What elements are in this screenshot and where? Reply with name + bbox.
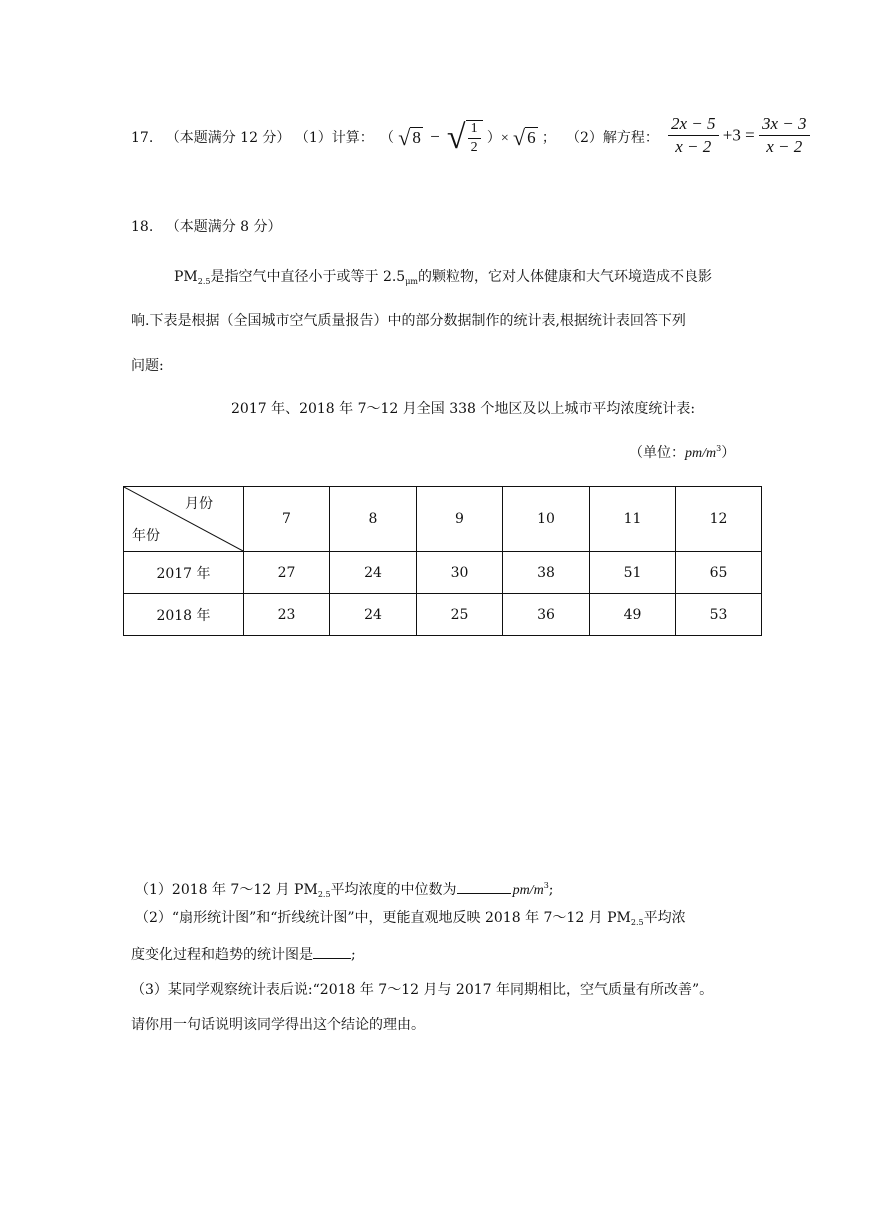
value-cell: 30 [417,552,503,594]
eq-right-fraction [759,114,810,157]
value-cell: 23 [244,594,330,636]
q18-intro-line3: 问题: [131,358,164,374]
q18-header [131,216,282,236]
sqrt-half: √ $\frac{1}{2}$ [447,112,483,162]
value-cell: 24 [330,552,417,594]
sub2-text-b: 平均浓 [643,910,686,926]
sub-question-3-line1: （3）某同学观察统计表后说:“2018 年 7～12 月与 2017 年同期相比，空气质量有所改善”。 [131,982,714,998]
q17-part2-label: （2）解方程： [566,130,659,146]
half-fraction [466,120,483,156]
sub1-subscript: 2.5 [317,890,331,899]
table-row-2017 [124,552,762,594]
sqrt-8: √ 8 [398,125,421,151]
eq-mid: +3 = [722,125,755,145]
value-cell: 27 [244,552,330,594]
month-cell: 10 [503,487,590,552]
unit-label: （单位： [629,445,685,461]
q17-points: （本题满分 12 分） [165,130,291,146]
sub1-text-b: 平均浓度的中位数为 [330,882,457,898]
value-cell: 49 [590,594,676,636]
eq-left-den: x − 2 [675,137,712,156]
pm-subscript: 2.5 [197,277,211,286]
intro-text-b: 的颗粒物，它对人体健康和大气环境造成不良影 [418,269,713,285]
value-cell: 38 [503,552,590,594]
eq-right-den: x − 2 [766,137,803,156]
sub1-text-a: （1）2018 年 7～12 月 PM [135,882,318,898]
table-header-row [124,487,762,552]
year-cell: 2017 年 [124,552,244,594]
semicolon: ； [541,131,556,146]
value-cell: 25 [417,594,503,636]
sub-question-1 [135,879,554,899]
half-num: 1 [468,121,481,139]
answer-blank-2[interactable] [313,944,351,959]
sub1-end: ; [548,882,554,898]
q18-number: 18. [131,219,154,235]
header-year: 年份 [132,528,160,544]
q18-points: （本题满分 8 分） [165,219,282,235]
value-cell: 53 [676,594,762,636]
intro-text-a: 是指空气中直径小于或等于 2.5 [210,269,406,285]
close-paren-times: ）× [486,131,509,146]
diagonal-header-cell [124,487,244,552]
um-unit: μm [405,277,419,286]
sub2-subscript: 2.5 [630,918,644,927]
sub-question-3-line2: 请你用一句话说明该同学得出这个结论的理由。 [131,1017,425,1033]
sub1-unit-sup: 3 [543,881,549,890]
q17-line [131,127,374,147]
q17-part1-label: （1）计算： [294,130,374,146]
value-cell: 24 [330,594,417,636]
eq-right-num: 3x − 3 [759,114,810,136]
value-cell: 65 [676,552,762,594]
unit-note [629,442,735,462]
q17-equation [668,114,810,157]
q17-number: 17. [131,130,154,146]
q18-intro-line1 [174,266,712,286]
pm-label: PM [174,269,198,285]
sub1-unit: pm/m [512,883,544,898]
sub-question-2-line1 [135,907,686,927]
year-cell: 2018 年 [124,594,244,636]
answer-blank-1[interactable] [457,879,511,894]
value-cell: 36 [503,594,590,636]
sub2-text-a: （2）“扇形统计图”和“折线统计图”中，更能直观地反映 2018 年 7～12 月 PM [135,910,631,926]
table-title: 2017 年、2018 年 7～12 月全国 338 个地区及以上城市平均浓度统计表: [231,401,696,417]
month-cell: 9 [417,487,503,552]
sub2-line2-text: 度变化过程和趋势的统计图是 [131,947,313,963]
minus-sign: − [430,127,440,146]
unit-sup: 3 [716,444,722,453]
sub-question-2-line2 [131,944,356,964]
month-cell: 8 [330,487,417,552]
eq-left-num: 2x − 5 [668,114,719,136]
table-row-2018 [124,594,762,636]
eq-left-fraction [668,114,719,157]
month-cell: 7 [244,487,330,552]
sqrt-8-arg: 8 [412,128,421,148]
open-paren: （ [380,131,394,146]
unit-value: pm/m [685,446,717,461]
q18-intro-line2: 响.下表是根据（全国城市空气质量报告）中的部分数据制作的统计表,根据统计表回答下列 [131,313,686,329]
sub2-end: ; [351,947,356,963]
sqrt-6: √ 6 [513,125,536,151]
half-den: 2 [470,140,478,156]
pm25-table [123,486,762,636]
sqrt-6-arg: 6 [527,128,536,148]
month-cell: 12 [676,487,762,552]
month-cell: 11 [590,487,676,552]
header-month: 月份 [185,496,213,512]
q17-expression [380,112,556,162]
value-cell: 51 [590,552,676,594]
unit-close: ） [721,445,736,461]
